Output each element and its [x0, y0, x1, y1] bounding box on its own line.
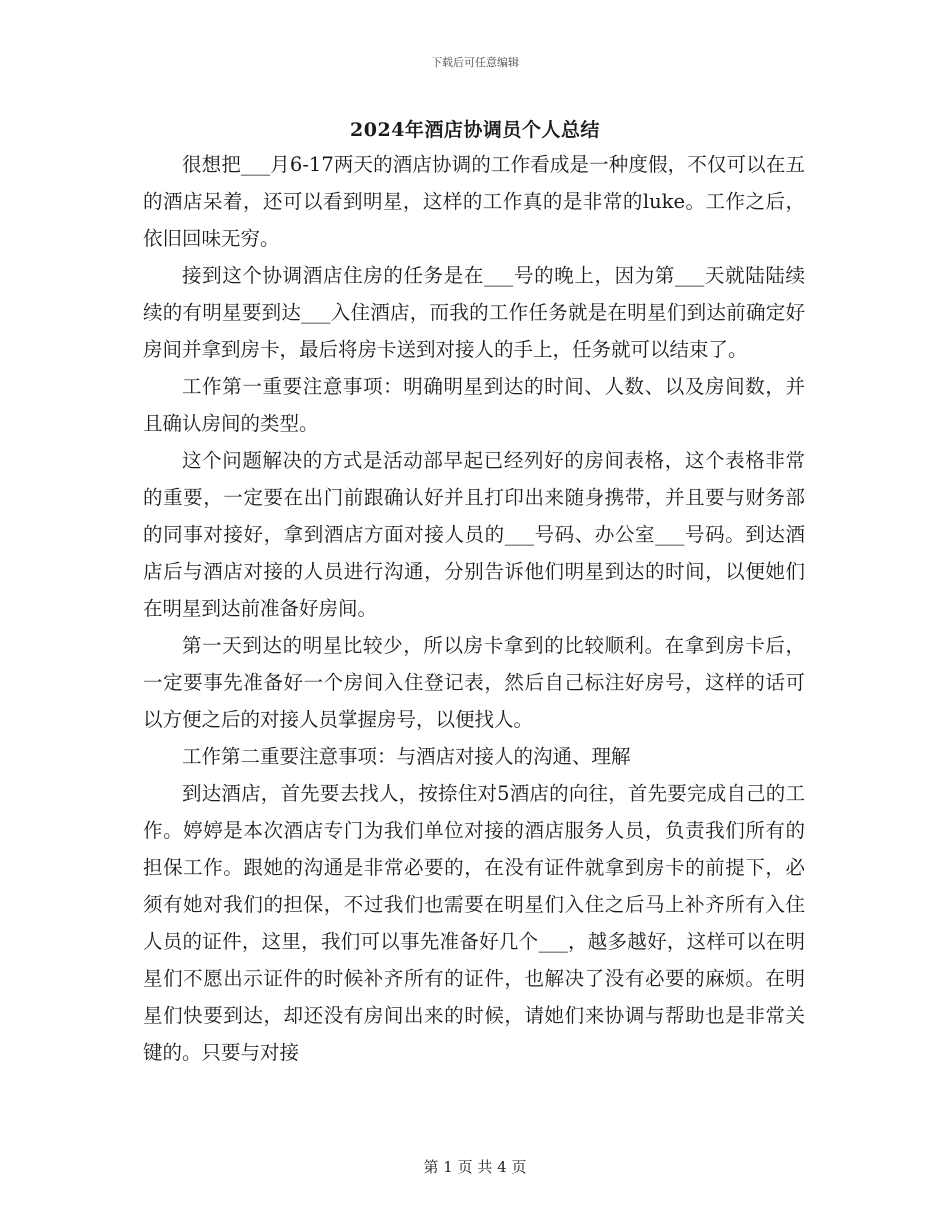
paragraph: 这个问题解决的方式是活动部早起已经列好的房间表格，这个表格非常的重要，一定要在出门前跟确认好并且打印出来随身携带，并且要与财务部的同事对接好，拿到酒店方面对接人员的___号码、办公室___号码。到达酒店后与酒店对接的人员进行沟通，分别告诉他们明星到达的时间，以便她们在明星到达前准备好房间。	[143, 449, 805, 620]
paragraph: 很想把___月6-17两天的酒店协调的工作看成是一种度假，不仅可以在五的酒店呆着，还可以看到明星，这样的工作真的是非常的luke。工作之后，依旧回味无穷。	[143, 153, 805, 250]
header-note: 下载后可任意编辑	[431, 56, 519, 69]
paragraph: 工作第二重要注意事项：与酒店对接人的沟通、理解	[182, 745, 631, 768]
page-number: 第 1 页 共 4 页	[423, 1158, 527, 1176]
paragraph: 第一天到达的明星比较少，所以房卡拿到的比较顺利。在拿到房卡后，一定要事先准备好一个房间入住登记表，然后自己标注好房号，这样的话可以方便之后的对接人员掌握房号，以便找人。	[143, 634, 805, 731]
document-title: 2024年酒店协调员个人总结	[350, 119, 600, 141]
paragraph: 到达酒店，首先要去找人，按捺住对5酒店的向往，首先要完成自己的工作。婷婷是本次酒店专门为我们单位对接的酒店服务人员，负责我们所有的担保工作。跟她的沟通是非常必要的，在没有证件就拿到房卡的前提下，必须有她对我们的担保，不过我们也需要在明星们入住之后马上补齐所有入住人员的证件，这里，我们可以事先准备好几个___，越多越好，这样可以在明星们不愿出示证件的时候补齐所有的证件，也解决了没有必要的麻烦。在明星们快要到达，却还没有房间出来的时候，请她们来协调与帮助也是非常关键的。只要与对接	[143, 782, 805, 1064]
paragraph: 工作第一重要注意事项：明确明星到达的时间、人数、以及房间数，并且确认房间的类型。	[143, 375, 805, 435]
paragraph: 接到这个协调酒店住房的任务是在___号的晚上，因为第___天就陆陆续续的有明星要到达___入住酒店，而我的工作任务就是在明星们到达前确定好房间并拿到房卡，最后将房卡送到对接人的手上，任务就可以结束了。	[143, 264, 805, 361]
document-body	[143, 146, 805, 1071]
